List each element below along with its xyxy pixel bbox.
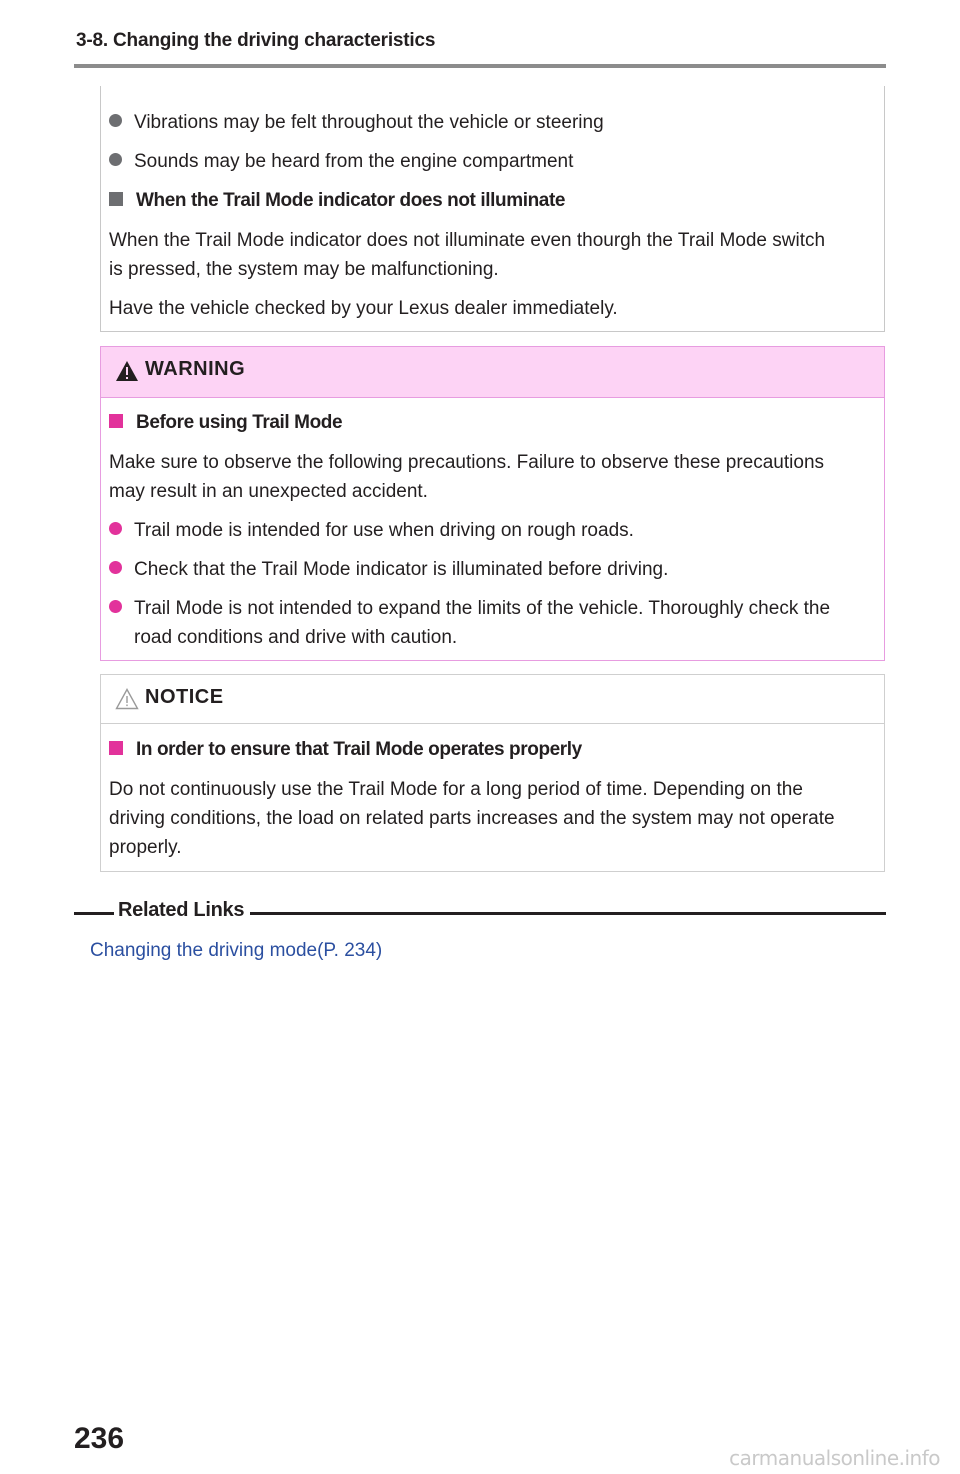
subheading [109, 735, 582, 764]
subheading [109, 186, 565, 215]
subheading-text: When the Trail Mode indicator does not illuminate [136, 190, 566, 211]
warning-title: WARNING [145, 358, 246, 380]
bullet-dot-icon [109, 114, 122, 127]
subheading-text: Before using Trail Mode [136, 412, 343, 433]
notice-header [101, 675, 884, 724]
paragraph-line: When the Trail Mode indicator does not illuminate even thourgh the Trail Mode switch [109, 230, 826, 251]
bullet-text: Vibrations may be felt throughout the vehicle or steering [134, 112, 604, 133]
bullet-text: Sounds may be heard from the engine compartment [134, 151, 574, 172]
bullet-text: Trail mode is intended for use when driving on rough roads. [134, 520, 634, 541]
related-link[interactable]: Changing the driving mode(P. 234) [90, 940, 383, 961]
paragraph-line: driving conditions, the load on related parts increases and the system may not operate [109, 808, 835, 829]
bullet-item [109, 555, 668, 584]
notice-triangle-icon [115, 688, 139, 710]
watermark: carmanualsonline.info [729, 1446, 940, 1470]
warning-header [101, 347, 884, 398]
bullet-dot-icon [109, 600, 122, 613]
section-header-title: 3-8. Changing the driving characteristics [76, 30, 436, 51]
subheading-text: In order to ensure that Trail Mode operates properly [136, 739, 582, 760]
related-rule-right [250, 912, 886, 915]
notice-box [100, 674, 885, 872]
related-links-title: Related Links [118, 899, 245, 921]
paragraph-line: Do not continuously use the Trail Mode for a long period of time. Depending on the [109, 779, 803, 800]
warning-triangle-icon [115, 360, 139, 382]
bullet-item [109, 147, 573, 176]
bullet-item [109, 108, 604, 137]
bullet-text: Trail Mode is not intended to expand the limits of the vehicle. Thoroughly check the [134, 598, 831, 619]
square-bullet-icon [109, 192, 123, 206]
subheading [109, 408, 342, 437]
paragraph-line: may result in an unexpected accident. [109, 481, 428, 502]
page-number: 236 [74, 1422, 125, 1455]
bullet-item [109, 594, 830, 623]
bullet-text: Check that the Trail Mode indicator is illuminated before driving. [134, 559, 669, 580]
square-bullet-icon [109, 414, 123, 428]
warning-box [100, 346, 885, 661]
bullet-dot-icon [109, 522, 122, 535]
bullet-continuation: road conditions and drive with caution. [134, 627, 458, 648]
paragraph-line: properly. [109, 837, 182, 858]
notice-title: NOTICE [145, 686, 224, 708]
related-rule-left [74, 912, 114, 915]
header-rule [74, 64, 886, 68]
continuation-box [100, 86, 885, 332]
bullet-item [109, 516, 634, 545]
paragraph-line: is pressed, the system may be malfunctioning. [109, 259, 499, 280]
bullet-dot-icon [109, 153, 122, 166]
paragraph-line: Have the vehicle checked by your Lexus dealer immediately. [109, 298, 618, 319]
paragraph-line: Make sure to observe the following precautions. Failure to observe these precautions [109, 452, 825, 473]
bullet-dot-icon [109, 561, 122, 574]
square-bullet-icon [109, 741, 123, 755]
